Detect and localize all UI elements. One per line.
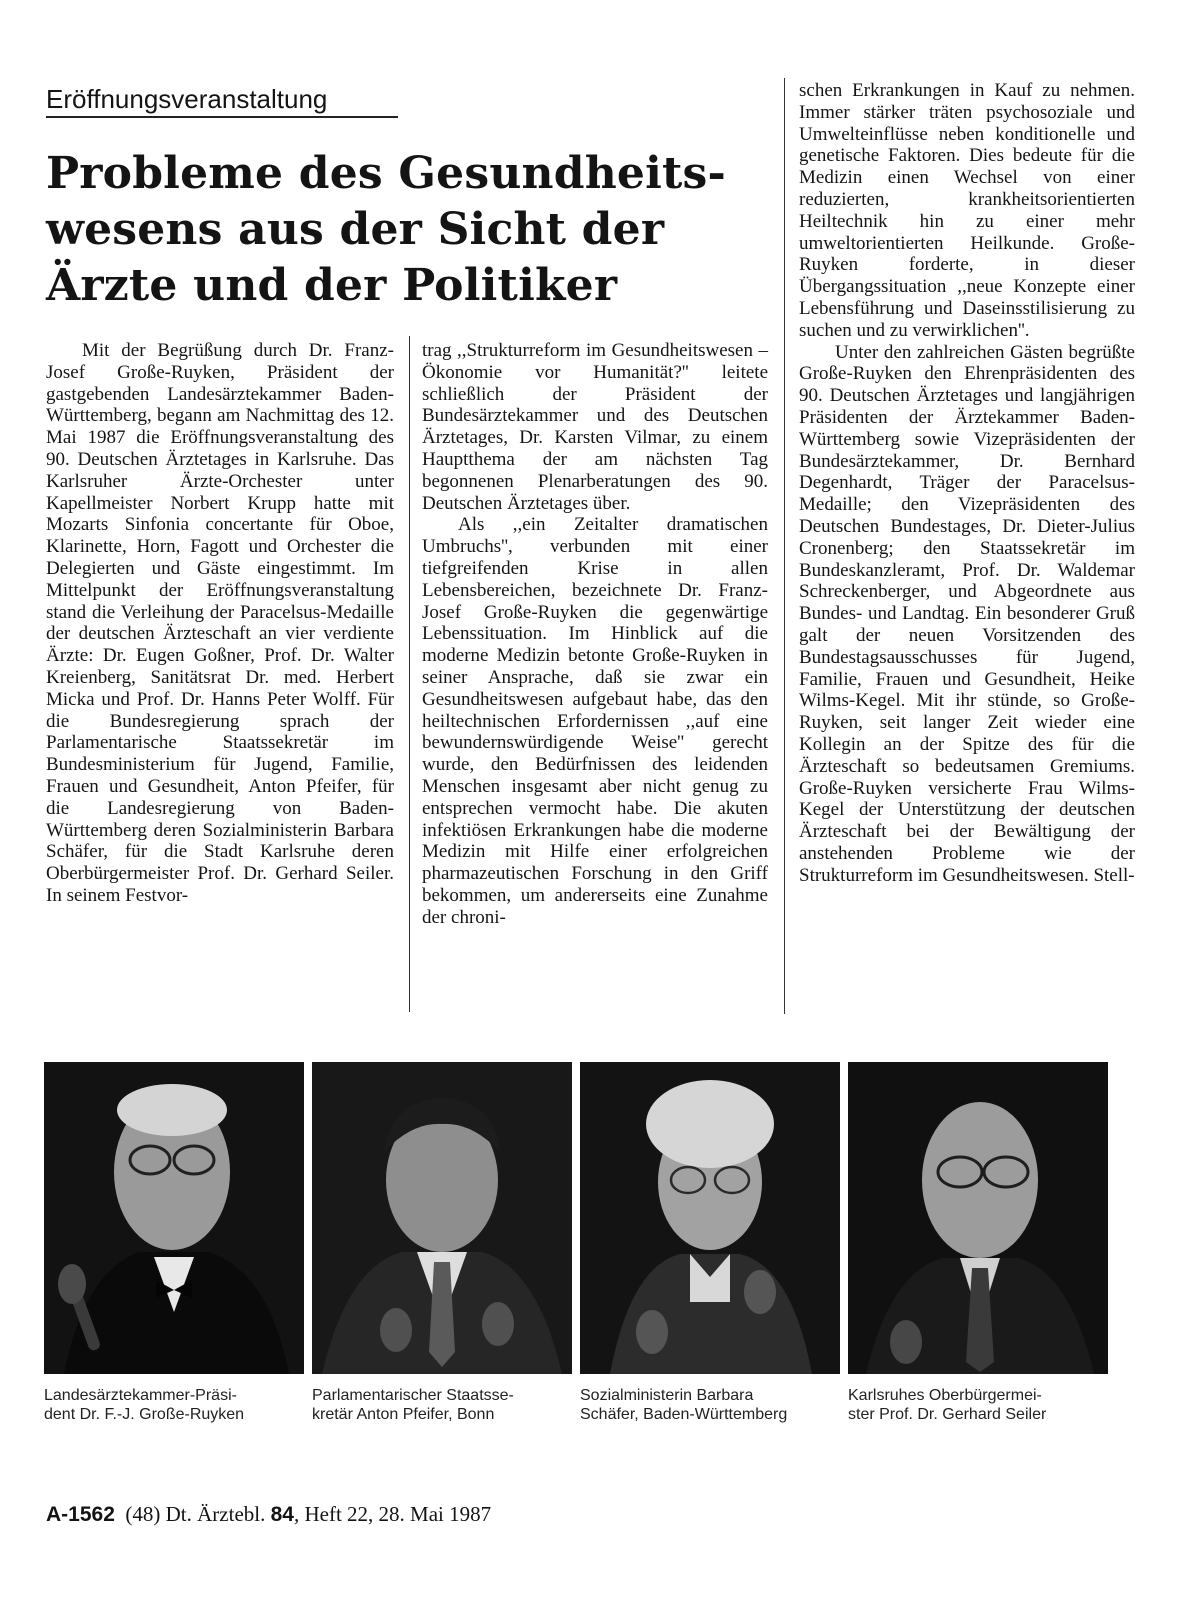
section-kicker: Eröffnungsveranstaltung bbox=[46, 84, 398, 118]
portrait-photo-pfeifer bbox=[312, 1062, 572, 1374]
text-column-2 bbox=[422, 340, 768, 929]
journal-volume: 84 bbox=[270, 1503, 294, 1526]
text-column-3 bbox=[799, 80, 1135, 886]
paragraph: trag ,,Strukturreform im Gesundheitswesen – Ökonomie vor Humanität?'' leitete schließlich der Präsident der Bundesärztekammer und des Deutschen Ärztetages, Dr. Karsten Vilmar, zu einem Hauptthema der am nächsten Tag begonnenen Plenarberatungen des 90. Deutschen Ärztetages über. bbox=[422, 340, 768, 514]
page-footer bbox=[46, 1502, 491, 1527]
journal-name: Dt. Ärztebl. bbox=[165, 1502, 266, 1526]
caption-line: Landesärztekammer-Präsi- bbox=[44, 1387, 237, 1404]
portrait-photo-seiler bbox=[848, 1062, 1108, 1374]
headline-line: wesens aus der Sicht der bbox=[46, 204, 665, 255]
paragraph: Mit der Begrüßung durch Dr. Franz-Josef Große-Ruyken, Präsident der gastgebenden Landesärztekammer Baden-Württemberg, begann am Nachmittag des 12. Mai 1987 die Eröffnungsveranstaltung des 90. Deutschen Ärztetages in Karlsruhe. Das Karlsruher Ärzte-Orchester unter Kapellmeister Norbert Krupp hatte mit Mozarts Sinfonia concertante für Oboe, Klarinette, Horn, Fagott und Orchester die Delegierten und Gäste eingestimmt. Im Mittelpunkt der Eröffnungsveranstaltung stand die Verleihung der Paracelsus-Medaille der deutschen Ärzteschaft an vier verdiente Ärzte: Dr. Eugen Goßner, Prof. Dr. Walter Kreienberg, Sanitätsrat Dr. med. Herbert Micka und Prof. Dr. Hanns Peter Wolff. Für die Bundesregierung sprach der Parlamentarische Staatssekretär im Bundesministerium für Jugend, Familie, Frauen und Gesundheit, Anton Pfeifer, für die Landesregierung von Baden-Württemberg deren Sozialministerin Barbara Schäfer, für die Stadt Karlsruhe deren Oberbürgermeister Prof. Dr. Gerhard Seiler. In seinem Festvor- bbox=[46, 340, 394, 906]
issue-date: , Heft 22, 28. Mai 1987 bbox=[293, 1502, 492, 1526]
text-column-1 bbox=[46, 340, 394, 907]
column-rule bbox=[784, 78, 785, 1014]
caption-line: Schäfer, Baden-Württemberg bbox=[580, 1406, 788, 1423]
caption-line: Parlamentarischer Staatsse- bbox=[312, 1387, 514, 1404]
caption-line: kretär Anton Pfeifer, Bonn bbox=[312, 1406, 495, 1423]
photo-caption bbox=[312, 1386, 574, 1424]
column-rule bbox=[409, 336, 410, 1012]
paragraph: Als ,,ein Zeitalter dramatischen Umbruchs'', verbunden mit einer tiefgreifenden Krise in allen Lebensbereichen, bezeichnete Dr. Franz-Josef Große-Ruyken die gegenwärtige Lebenssituation. Im Hinblick auf die moderne Medizin betonte Große-Ruyken in seiner Ansprache, daß sie zwar ein Gesundheitswesen aufgebaut habe, das den heiltechnischen Erfordernissen ,,auf eine bewundernswürdigende Weise'' gerecht wurde, den Bedürfnissen des leidenden Menschen insgesamt aber nicht genug zu entsprechen vermocht habe. Die akuten infektiösen Erkrankungen habe die moderne Medizin mit Hilfe einer erfolgreichen pharmazeutischen Forschung in den Griff bekommen, um andererseits eine Zunahme der chroni- bbox=[422, 514, 768, 928]
photo-caption bbox=[580, 1386, 842, 1424]
caption-line: Sozialministerin Barbara bbox=[580, 1387, 754, 1404]
caption-line: ster Prof. Dr. Gerhard Seiler bbox=[848, 1406, 1047, 1423]
caption-line: Karlsruhes Oberbürgermei- bbox=[848, 1387, 1042, 1404]
article-headline bbox=[46, 146, 776, 314]
portrait-photo-schaefer bbox=[580, 1062, 840, 1374]
portrait-photo-grosse-ruyken bbox=[44, 1062, 304, 1374]
photo-caption bbox=[44, 1386, 306, 1424]
paragraph: schen Erkrankungen in Kauf zu nehmen. Immer stärker träten psychosoziale und Umwelteinflüsse neben konditionelle und genetische Faktoren. Dies bedeute für die Medizin einen Wechsel von einer reduzierten, krankheitsorientierten Heiltechnik hin zu einer mehr umweltorientierten Heilkunde. Große-Ruyken forderte, in dieser Übergangssituation ,,neue Konzepte einer Lebensführung und Daseinsstilisierung zu suchen und zu verwirklichen''. bbox=[799, 80, 1135, 341]
caption-line: dent Dr. F.-J. Große-Ruyken bbox=[44, 1406, 245, 1423]
paragraph: Unter den zahlreichen Gästen begrüßte Große-Ruyken den Ehrenpräsidenten des 90. Deutschen Ärztetages und langjährigen Präsidenten der Ärztekammer Baden-Württemberg sowie Vizepräsidenten der Bundesärztekammer, Dr. Bernhard Degenhardt, Träger der Paracelsus-Medaille; den Vizepräsidenten des Deutschen Bundestages, Dr. Dieter-Julius Cronenberg; den Staatssekretär im Bundeskanzleramt, Prof. Dr. Waldemar Schreckenberger, und Abgeordnete aus Bundes- und Landtag. Ein besonderer Gruß galt der neuen Vorsitzenden des Bundestagsausschusses für Jugend, Familie, Frauen und Gesundheit, Heike Wilms-Kegel. Mit ihr stünde, so Große-Ruyken, seit langer Zeit wieder eine Kollegin an der Spitze des für die Ärzteschaft so bedeutsamen Gremiums. Große-Ruyken versicherte Frau Wilms-Kegel der Unterstützung der deutschen Ärzteschaft bei der Bewältigung der anstehenden Probleme wie der Strukturreform im Gesundheitswesen. Stell- bbox=[799, 341, 1135, 886]
photo-caption bbox=[848, 1386, 1110, 1424]
page-number: (48) bbox=[125, 1502, 161, 1526]
headline-line: Ärzte und der Politiker bbox=[46, 260, 618, 311]
page-code: A-1562 bbox=[46, 1503, 115, 1526]
headline-line: Probleme des Gesundheits- bbox=[46, 148, 726, 199]
